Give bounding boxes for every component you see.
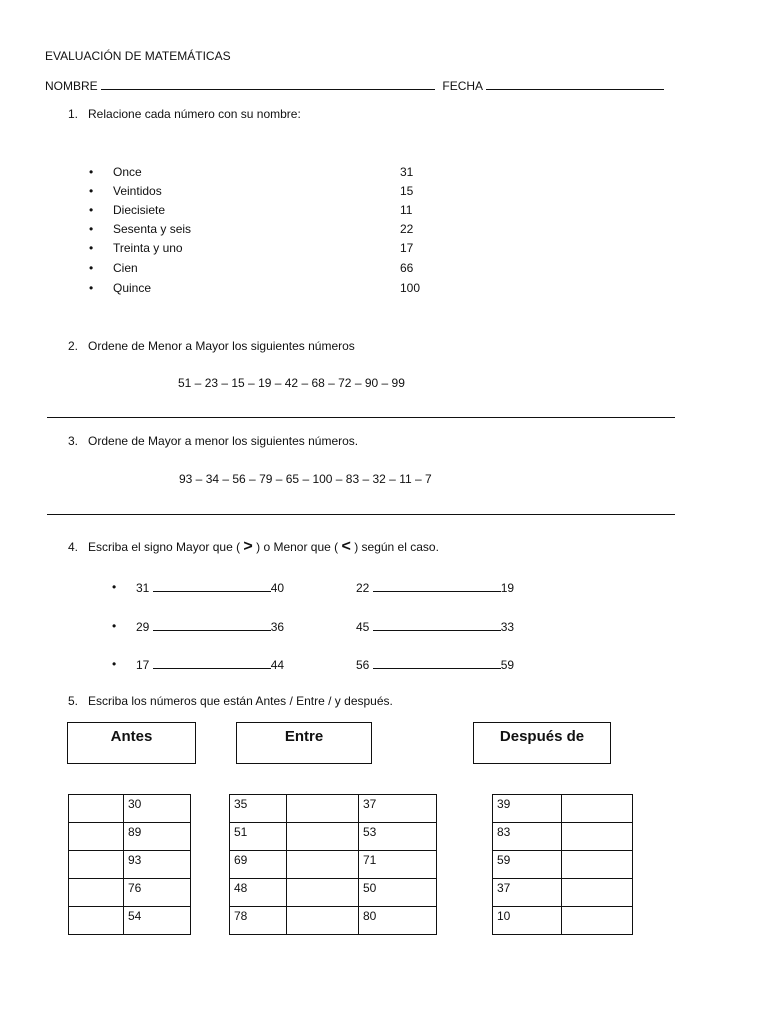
q4-prompt-end: ) según el caso. [354,540,439,554]
despues-table [492,794,633,935]
table-row [69,795,191,823]
q4-left-number: 22 [356,581,370,595]
q2-answer-line[interactable] [47,417,675,418]
date-field[interactable] [486,78,664,90]
q4-compare-right-2 [356,619,514,634]
page-title: EVALUACIÓN DE MATEMÁTICAS [45,49,231,63]
given-cell: 54 [124,907,191,935]
q4-right-number: 44 [270,658,285,672]
q2-sequence: 51 – 23 – 15 – 19 – 42 – 68 – 72 – 90 – 99 [178,376,405,390]
q4-right-number: 33 [500,620,515,634]
table-row [493,851,633,879]
antes-table [68,794,191,935]
answer-cell[interactable] [69,851,124,879]
q3-answer-line[interactable] [47,514,675,515]
q4-right-number: 40 [270,581,285,595]
answer-cell[interactable] [69,907,124,935]
given-cell: 69 [230,851,287,879]
q1-name-item: • Cien [113,261,138,275]
q4-sign-blank[interactable] [373,619,501,631]
answer-cell[interactable] [562,795,633,823]
given-cell: 48 [230,879,287,907]
given-cell: 93 [124,851,191,879]
date-label: FECHA [442,79,483,93]
entre-table [229,794,437,935]
q1-number-item: 15 [400,184,414,198]
q3-sequence: 93 – 34 – 56 – 79 – 65 – 100 – 83 – 32 – 11 – 7 [179,472,432,486]
greater-than-sign: > [243,538,253,555]
given-cell: 37 [359,795,437,823]
q1-name-item: • Veintidos [113,184,162,198]
q4-compare-left-1 [136,580,284,595]
q1-number-item: 66 [400,261,414,275]
entre-header: Entre [236,722,372,764]
q4-right-number: 19 [500,581,515,595]
table-row [230,851,437,879]
given-cell: 71 [359,851,437,879]
q1-name-item: • Sesenta y seis [113,222,191,236]
question-1-prompt: 1. Relacione cada número con su nombre: [68,107,301,121]
q4-sign-blank[interactable] [153,657,271,669]
answer-cell[interactable] [562,907,633,935]
answer-cell[interactable] [562,879,633,907]
given-cell: 39 [493,795,562,823]
q4-compare-right-1 [356,580,514,595]
q4-left-number: 17 [136,658,150,672]
q4-compare-left-3 [136,657,284,672]
given-cell: 78 [230,907,287,935]
given-cell: 53 [359,823,437,851]
q4-left-number: 56 [356,658,370,672]
q4-sign-blank[interactable] [153,580,271,592]
given-cell: 59 [493,851,562,879]
question-2-prompt: 2. Ordene de Menor a Mayor los siguientes números [68,339,355,353]
table-row [230,907,437,935]
q1-name-item: • Treinta y uno [113,241,183,255]
q4-prompt-start: 4. Escriba el signo Mayor que ( [68,540,241,554]
answer-cell[interactable] [287,795,359,823]
table-row [493,907,633,935]
answer-cell[interactable] [69,879,124,907]
table-row [230,879,437,907]
q4-right-number: 59 [500,658,515,672]
table-row [230,823,437,851]
q4-left-number: 29 [136,620,150,634]
table-row [230,795,437,823]
q4-sign-blank[interactable] [373,580,501,592]
despues-header: Después de [473,722,611,764]
name-field[interactable] [101,78,435,90]
q4-compare-right-3 [356,657,514,672]
name-label: NOMBRE [45,79,98,93]
question-5-prompt: 5. Escriba los números que están Antes / Entre / y después. [68,694,393,708]
question-4-prompt [68,538,439,556]
q1-name-item: • Diecisiete [113,203,165,217]
q4-left-number: 31 [136,581,150,595]
answer-cell[interactable] [69,795,124,823]
q1-number-item: 17 [400,241,414,255]
answer-cell[interactable] [69,823,124,851]
q1-number-item: 11 [400,203,413,217]
given-cell: 30 [124,795,191,823]
q4-right-number: 36 [270,620,285,634]
answer-cell[interactable] [287,879,359,907]
given-cell: 10 [493,907,562,935]
table-row [69,823,191,851]
table-row [69,879,191,907]
answer-cell[interactable] [287,851,359,879]
table-row [493,795,633,823]
given-cell: 80 [359,907,437,935]
table-row [69,907,191,935]
answer-cell[interactable] [562,823,633,851]
given-cell: 37 [493,879,562,907]
name-line [45,78,664,93]
q1-name-item: • Quince [113,281,151,295]
antes-header: Antes [67,722,196,764]
q4-sign-blank[interactable] [373,657,501,669]
q1-name-item: • Once [113,165,142,179]
table-row [493,879,633,907]
q4-prompt-middle: ) o Menor que ( [256,540,339,554]
q1-number-item: 22 [400,222,414,236]
given-cell: 35 [230,795,287,823]
answer-cell[interactable] [562,851,633,879]
q1-number-item: 100 [400,281,421,295]
given-cell: 76 [124,879,191,907]
given-cell: 89 [124,823,191,851]
given-cell: 50 [359,879,437,907]
q4-sign-blank[interactable] [153,619,271,631]
q4-compare-left-2 [136,619,284,634]
q1-number-item: 31 [400,165,414,179]
answer-cell[interactable] [287,907,359,935]
q4-left-number: 45 [356,620,370,634]
given-cell: 83 [493,823,562,851]
table-row [493,823,633,851]
less-than-sign: < [341,538,351,555]
question-3-prompt: 3. Ordene de Mayor a menor los siguientes números. [68,434,359,448]
table-row [69,851,191,879]
answer-cell[interactable] [287,823,359,851]
given-cell: 51 [230,823,287,851]
